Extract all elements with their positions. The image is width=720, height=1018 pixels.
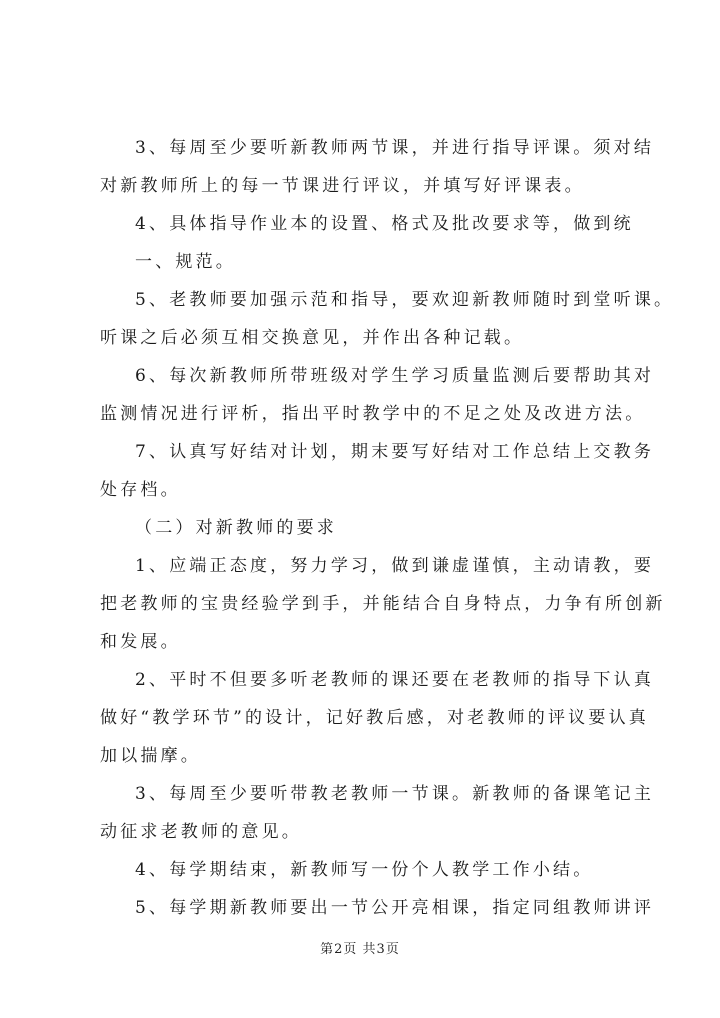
- text-line: 对新教师所上的每一节课进行评议，并填写好评课表。: [100, 176, 585, 196]
- text-line: 4、具体指导作业本的设置、格式及批改要求等，做到统: [135, 214, 634, 234]
- text-line: 5、每学期新教师要出一节公开亮相课，指定同组教师讲评: [135, 898, 655, 918]
- document-body: [100, 129, 680, 927]
- text-line: 2、平时不但要多听老教师的课还要在老教师的指导下认真: [135, 670, 655, 690]
- page-footer: 第2页 共3页: [320, 942, 400, 957]
- text-line: 把老教师的宝贵经验学到手，并能结合自身特点，力争有所创新: [100, 594, 666, 614]
- text-line: （二）对新教师的要求: [135, 518, 337, 538]
- text-line: 做好“教学环节”的设计，记好教后感，对老教师的评议要认真: [100, 708, 649, 728]
- text-line: 3、每周至少要听新教师两节课，并进行指导评课。须对结: [135, 138, 655, 158]
- text-line: 加以揣摩。: [100, 746, 201, 766]
- text-line: 和发展。: [100, 632, 181, 652]
- text-line: 听课之后必须互相交换意见，并作出各种记载。: [100, 328, 525, 348]
- text-line: 5、老教师要加强示范和指导，要欢迎新教师随时到堂听课。: [135, 290, 675, 310]
- text-line: 3、每周至少要听带教老教师一节课。新教师的备课笔记主: [135, 784, 655, 804]
- text-line: 动征求老教师的意见。: [100, 822, 302, 842]
- text-line: 监测情况进行评析，指出平时教学中的不足之处及改进方法。: [100, 404, 646, 424]
- text-line: 7、认真写好结对计划，期末要写好结对工作总结上交教务: [135, 442, 655, 462]
- text-line: 1、应端正态度，努力学习，做到谦虚谨慎，主动请教，要: [135, 556, 655, 576]
- text-line: 6、每次新教师所带班级对学生学习质量监测后要帮助其对: [135, 366, 655, 386]
- text-line: 一、规范。: [135, 252, 236, 272]
- text-line: 4、每学期结束，新教师写一份个人教学工作小结。: [135, 860, 594, 880]
- text-line: 处存档。: [100, 480, 181, 500]
